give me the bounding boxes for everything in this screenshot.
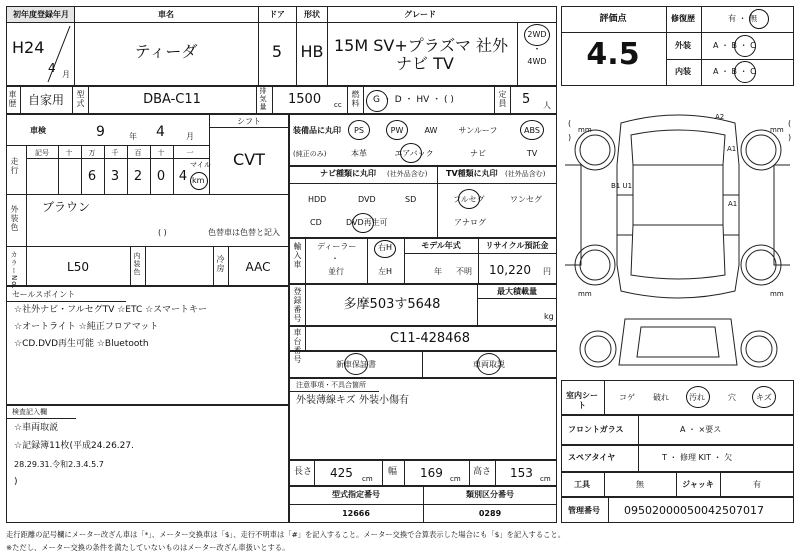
seat-hole: 穴	[728, 393, 736, 402]
navi-sub: (社外品含む)	[387, 170, 428, 178]
interior-color-label: 内装色	[133, 252, 141, 276]
doors-value: 5	[271, 42, 283, 61]
tv-sub: (社外品含む)	[505, 170, 546, 178]
displacement-unit: cc	[334, 101, 342, 109]
diagram-mark-a2: A2	[715, 113, 725, 121]
car-name: ティーダ	[134, 42, 198, 61]
jack-value: 有	[753, 480, 761, 489]
exterior-b-circle	[734, 35, 756, 57]
inspector-line-0: ☆車両取説	[14, 423, 59, 433]
diagram-mark-a1-side: A1	[728, 200, 738, 208]
repair-options: 有 ・ 無	[728, 14, 758, 23]
color-no-label: カラーNo.	[10, 251, 18, 290]
exterior-options: A ・ B ・ C	[713, 41, 756, 50]
inspection-month: 4	[156, 124, 165, 140]
tire-label-rl: mm	[578, 290, 592, 298]
import-right: 右H	[378, 243, 393, 252]
inspection-year: 9	[96, 124, 105, 140]
footer-line2: ※ただし、メーター交換の条件を満たしていないものはメーター改ざん車扱いとする。	[6, 543, 290, 552]
seat-stain: 汚れ	[689, 393, 705, 402]
mileage-km-label: km	[192, 176, 205, 185]
new-warranty: 新車保証書	[336, 360, 376, 369]
mileage-unit-0: 十	[65, 149, 73, 157]
inspector-line-3: )	[14, 477, 18, 487]
drive-4wd: 4WD	[527, 57, 547, 66]
equip-aw: AW	[424, 126, 438, 135]
capacity-label: 定員	[498, 90, 507, 108]
reg-month: 4	[48, 61, 56, 75]
doors-label: ドア	[269, 10, 285, 19]
score-label: 評価点	[599, 14, 627, 24]
recycle-unit: 円	[543, 267, 551, 276]
jack-label: ジャッキ	[682, 480, 714, 489]
exterior-color-note: 色替車は色替と記入	[208, 228, 280, 237]
registration-label: 登録番号	[293, 287, 302, 323]
body-type-label: 形状	[304, 10, 320, 19]
mileage-mile-label: マイル	[190, 161, 211, 169]
chassis-value: C11-428468	[390, 331, 470, 346]
shift-label: シフト	[237, 117, 261, 126]
model-value: DBA-C11	[143, 92, 201, 107]
max-load-unit: kg	[544, 312, 554, 321]
tire-label-fl: mm	[578, 126, 592, 134]
drive-2wd: 2WD	[527, 30, 547, 39]
reg-era-year: H24	[12, 38, 45, 57]
usage-value: 自家用	[27, 93, 65, 107]
color-no-value: L50	[67, 260, 89, 274]
exterior-color-label: 外装色	[10, 205, 19, 232]
notes-value: 外装薄線キズ 外装小傷有	[296, 395, 409, 406]
grade-line2: ナビ TV	[396, 54, 454, 73]
equip-pw: PW	[390, 126, 404, 135]
shift-value: CVT	[233, 150, 265, 169]
tire-paren-fl-open: (	[568, 119, 572, 128]
model-year-unknown: 不明	[456, 267, 472, 276]
body-type-value: HB	[300, 42, 324, 61]
tools-value: 無	[636, 480, 644, 489]
navi-hdd: HDD	[308, 195, 327, 204]
ac-label: 冷房	[216, 255, 225, 273]
model-year-unit: 年	[434, 267, 442, 276]
interior-options: A ・ B ・ C	[713, 67, 756, 76]
inspector-line-1: ☆記録簿11枚(平成24.26.27.	[14, 441, 134, 451]
equip-airbag: エアバック	[394, 149, 434, 158]
tire-paren-fr-open: (	[788, 119, 792, 128]
import-dealer: ディーラー	[317, 242, 357, 251]
first-reg-label: 初年度登録年月	[13, 10, 69, 19]
manual: 車両取説	[473, 360, 505, 369]
mileage-unit-5: 一	[186, 149, 194, 157]
seat-tear: 破れ	[653, 393, 669, 402]
repair-label: 修復歴	[671, 14, 695, 23]
registration-value: 多摩503す5648	[343, 297, 441, 312]
mileage-kigou-label: 記号	[35, 149, 49, 157]
exterior-color-paren: ( )	[158, 228, 167, 237]
recycle-value: 10,220	[489, 263, 531, 277]
type-designation-label: 型式指定番号	[332, 490, 380, 499]
inspector-line-2: 28.29.31.令和2.3.4.5.7	[14, 460, 104, 469]
equip-leather: 本革	[351, 149, 367, 158]
footer-line1: 走行距離の記号欄にメーター改ざん車は「*」、メーター交換車は「$」、走行不明車は「#」を記入すること。メーター交換で合算表示した場合にも「$」を記入すること。	[6, 530, 566, 539]
navi-label: ナビ種類に丸印	[320, 169, 376, 178]
max-load-label: 最大積載量	[497, 287, 537, 296]
import-label: 輸入車	[293, 242, 302, 269]
mileage-digit-3: 0	[156, 169, 166, 184]
tire-label-rr: mm	[770, 290, 784, 298]
length-label: 長さ	[294, 467, 313, 477]
equip-ps: PS	[354, 126, 364, 135]
import-dot: ・	[331, 254, 339, 263]
mileage-unit-2: 千	[111, 149, 119, 157]
chassis-label: 車台番号	[293, 328, 302, 364]
grade-label: グレード	[404, 10, 436, 19]
diagram-mark-b1u1: B1 U1	[611, 182, 633, 190]
import-left: 左H	[378, 267, 393, 276]
spare-tire-options: T ・ 修理 KIT ・ 欠	[662, 453, 733, 462]
navi-dvd-play: DVD再生可	[346, 218, 388, 227]
model-label: 型式	[76, 90, 85, 108]
mileage-digit-2: 2	[133, 169, 143, 184]
grade-line1: 15M SV+プラズマ 社外	[334, 36, 509, 55]
equip-navi: ナビ	[470, 149, 486, 158]
mileage-digit-0: 6	[87, 169, 97, 184]
usage-label: 車歴	[8, 90, 17, 108]
spare-tire-label: スペアタイヤ	[568, 453, 616, 462]
width-value: 169	[420, 466, 443, 480]
ac-value: AAC	[245, 260, 271, 274]
interior-seat-label: 室内シート	[566, 391, 598, 410]
mileage-label: 走行	[10, 157, 19, 175]
recycle-label: リサイクル預託金	[485, 241, 549, 250]
exterior-color-value: ブラウン	[42, 200, 91, 214]
mileage-digit-4: 4	[178, 169, 188, 184]
repair-none-circle	[749, 9, 769, 29]
class-number-label: 類別区分番号	[466, 490, 514, 499]
score-value: 4.5	[586, 37, 640, 72]
capacity-value: 5	[522, 92, 531, 107]
sales-point-line-0: ☆社外ナビ・フルセグTV ☆ETC ☆スマートキー	[14, 305, 207, 315]
displacement-value: 1500	[288, 92, 322, 107]
displacement-label: 排気量	[259, 87, 267, 111]
model-year-label: モデル年式	[421, 241, 461, 250]
width-label: 幅	[388, 467, 398, 477]
equipment-label: 装備品に丸印	[293, 126, 341, 135]
car-name-label: 車名	[158, 10, 174, 19]
equipment-sub: (純正のみ)	[293, 150, 327, 158]
interior-b-circle	[734, 61, 756, 83]
tv-fullseg: フルセグ	[453, 195, 485, 204]
height-unit: cm	[540, 475, 551, 483]
sales-point-label: セールスポイント	[12, 290, 76, 299]
navi-sd: SD	[405, 195, 417, 204]
tools-label: 工具	[574, 480, 590, 489]
inspection-year-unit: 年	[129, 132, 137, 141]
interior-label: 内装	[675, 67, 691, 76]
diagram-mark-a1-top: A1	[727, 145, 737, 153]
inspection-label: 車検	[30, 126, 46, 135]
car-diagram	[561, 95, 794, 375]
fuel-options: G ・ D ・ HV ・ ( )	[373, 95, 454, 105]
capacity-unit: 人	[543, 101, 551, 110]
exterior-label: 外装	[675, 41, 691, 50]
fuel-label: 燃料	[351, 90, 360, 108]
equip-tv: TV	[526, 149, 538, 158]
notes-label: 注意事項・不具合箇所	[296, 381, 366, 389]
tire-paren-fr-close: )	[788, 133, 792, 142]
management-value: 09502000050042507017	[624, 504, 764, 517]
navi-cd: CD	[310, 218, 322, 227]
mileage-digit-1: 3	[110, 169, 120, 184]
equipment-block	[289, 114, 557, 166]
length-unit: cm	[362, 475, 373, 483]
seat-scratch: キズ	[756, 393, 772, 402]
docs-block	[289, 351, 557, 378]
type-designation-value: 12666	[342, 509, 370, 518]
front-glass-label: フロントガラス	[568, 425, 624, 434]
import-parallel: 並行	[328, 267, 344, 276]
tire-label-fr: mm	[770, 126, 784, 134]
mileage-unit-1: 万	[88, 149, 96, 157]
navi-dvd: DVD	[358, 195, 376, 204]
mileage-unit-3: 百	[134, 149, 142, 157]
tv-analog: アナログ	[454, 218, 486, 227]
reg-month-unit: 月	[62, 70, 70, 79]
width-unit: cm	[450, 475, 461, 483]
tv-oneseg: ワンセグ	[510, 195, 542, 204]
inspector-label: 検査記入欄	[12, 408, 47, 416]
height-value: 153	[510, 466, 533, 480]
tire-paren-fl-close: )	[568, 133, 572, 142]
length-value: 425	[330, 466, 353, 480]
inspection-month-unit: 月	[186, 132, 194, 141]
class-number-value: 0289	[478, 509, 502, 518]
management-label: 管理番号	[568, 506, 600, 515]
drive-dot: ・	[532, 45, 542, 55]
sales-point-line-1: ☆オートライト ☆純正フロアマット	[14, 322, 159, 332]
equip-abs: ABS	[524, 126, 540, 135]
front-glass-options: A ・ ×要ス	[680, 425, 722, 434]
tv-label: TV種類に丸印	[446, 169, 498, 178]
equip-sunroof: サンルーフ	[458, 126, 498, 135]
height-label: 高さ	[473, 467, 492, 477]
sales-point-line-2: ☆CD.DVD再生可能 ☆Bluetooth	[14, 339, 149, 349]
mileage-unit-4: 十	[157, 149, 165, 157]
seat-burn: コゲ	[619, 393, 635, 402]
